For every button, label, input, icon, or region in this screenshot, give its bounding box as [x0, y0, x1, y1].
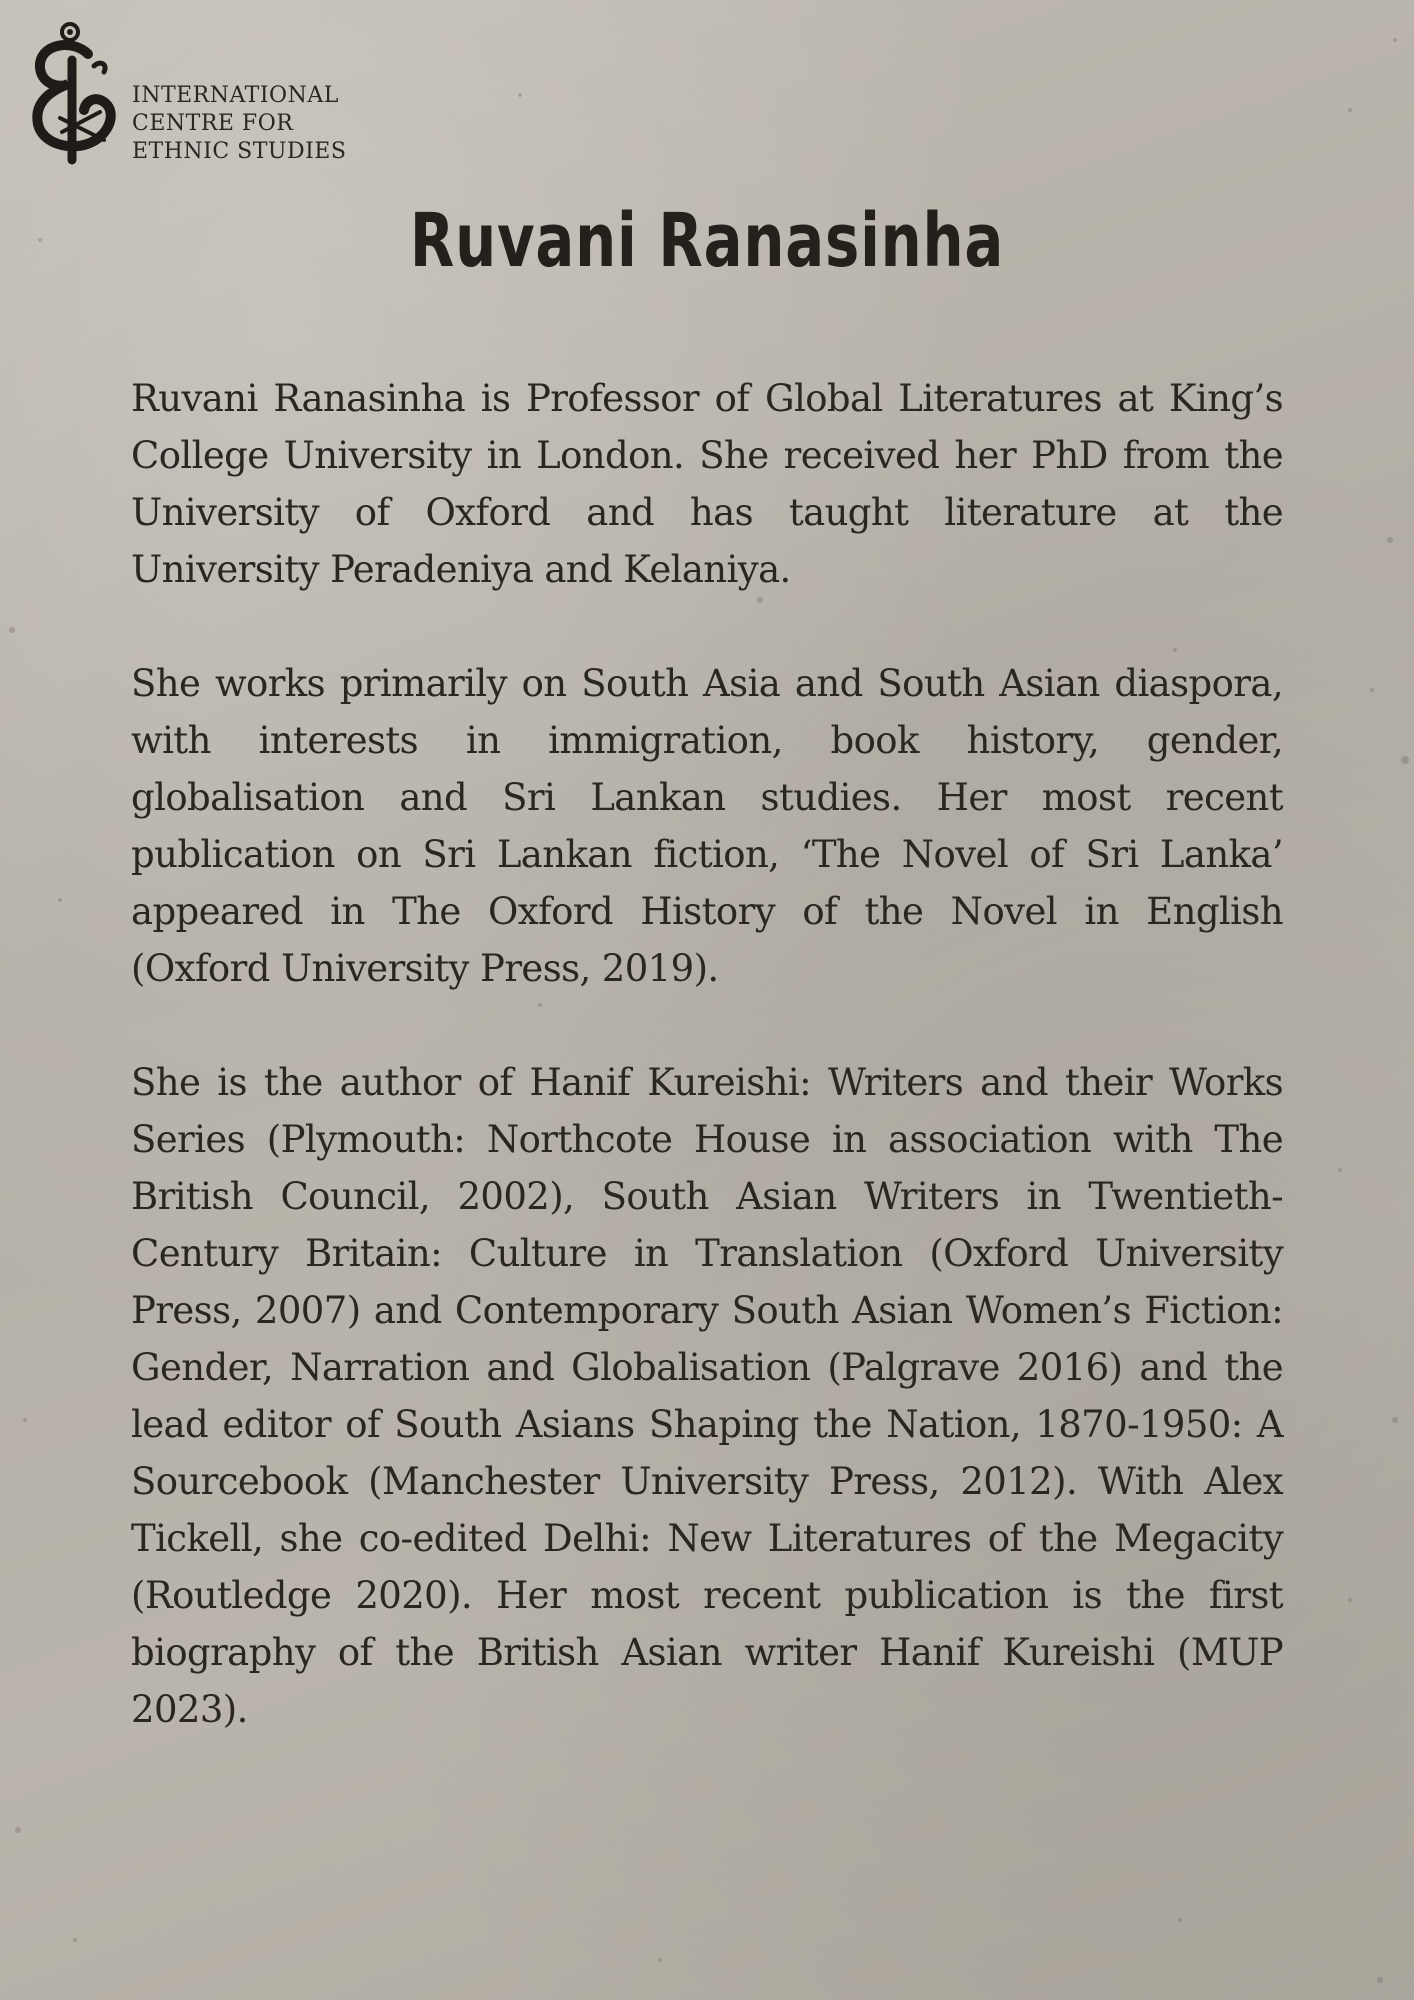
- organization-name-line: INTERNATIONAL: [132, 83, 339, 108]
- biography-paragraph: Ruvani Ranasinha is Professor of Global Literatures at King’s College University in London. She received her PhD from the University of Oxford and has taught literature at the University Peradeniya and Kelaniya.: [131, 377, 1283, 591]
- page-title: Ruvani Ranasinha: [409, 198, 1005, 284]
- organization-logo: [32, 20, 352, 170]
- ices-monogram-icon: [32, 20, 132, 170]
- organization-name: [132, 82, 346, 166]
- organization-name-line: CENTRE FOR: [132, 111, 294, 136]
- biography-paragraph: She is the author of Hanif Kureishi: Writers and their Works Series (Plymouth: Northcote House in association with The British Council, 2002), South Asian Writers in Twentieth-Century Britain: Culture in Translation (Oxford University Press, 2007) and Contemporary South Asian Women’s Fiction: Gender, Narration and Globalisation (Palgrave 2016) and the lead editor of South Asians Shaping the Nation, 1870-1950: A Sourcebook (Manchester University Press, 2012). With Alex Tickell, she co-edited Delhi: New Literatures of the Megacity (Routledge 2020). Her most recent publication is the first biography of the British Asian writer Hanif Kureishi (MUP 2023).: [131, 1061, 1283, 1731]
- biography-paragraph: She works primarily on South Asia and South Asian diaspora, with interests in immigration, book history, gender, globalisation and Sri Lankan studies. Her most recent publication on Sri Lankan fiction, ‘The Novel of Sri Lanka’ appeared in The Oxford History of the Novel in English (Oxford University Press, 2019).: [131, 662, 1283, 990]
- organization-name-line: ETHNIC STUDIES: [132, 139, 347, 164]
- biography-body: [131, 370, 1283, 1795]
